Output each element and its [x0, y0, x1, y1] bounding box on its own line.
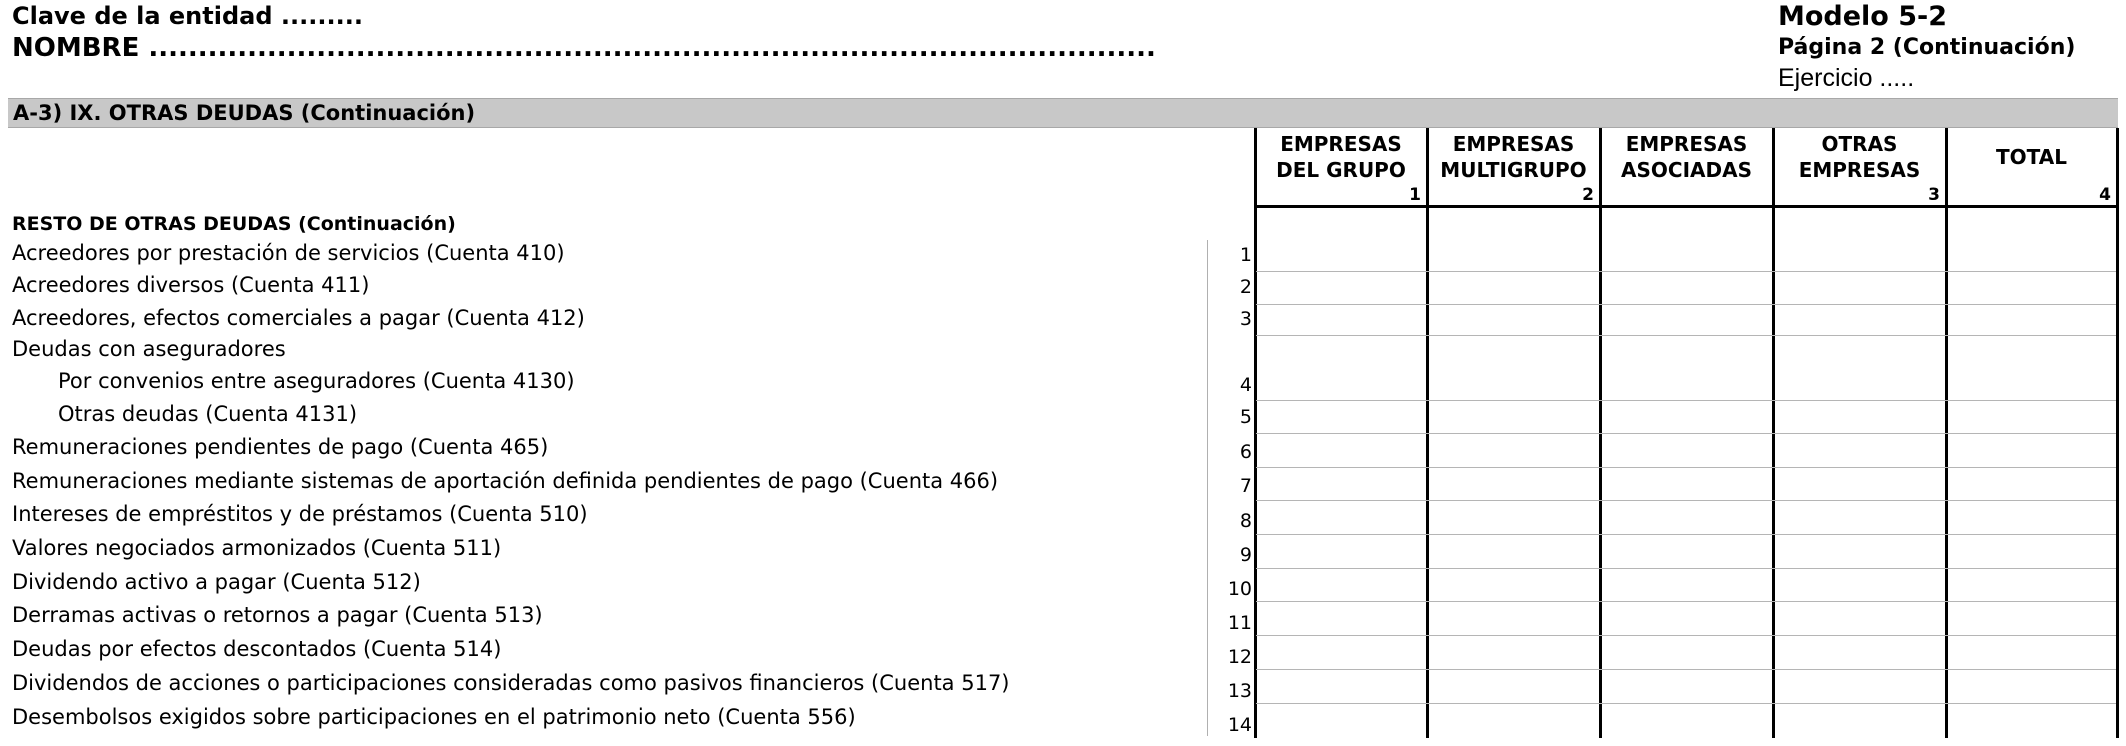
row-gridline — [1256, 271, 2116, 272]
row-number: 2 — [1239, 276, 1252, 298]
amount-cell[interactable] — [1429, 469, 1599, 499]
column-header-line2: ASOCIADAS — [1621, 158, 1752, 182]
amount-cell[interactable] — [1948, 536, 2116, 567]
amount-cell[interactable] — [1775, 369, 1945, 399]
row-gridline — [1256, 467, 2116, 468]
row-number: 5 — [1239, 406, 1252, 428]
row-gridline — [1256, 335, 2116, 336]
amount-cell[interactable] — [1429, 603, 1599, 634]
row-gridline — [1256, 500, 2116, 501]
amount-cell[interactable] — [1948, 570, 2116, 600]
column-header-line2: MULTIGRUPO — [1440, 158, 1587, 182]
amount-cell[interactable] — [1775, 435, 1945, 466]
row-label: Remuneraciones mediante sistemas de aportación definida pendientes de pago (Cuenta 466) — [12, 469, 999, 493]
page-label: Página 2 (Continuación) — [1778, 35, 2076, 60]
row-label: Acreedores, efectos comerciales a pagar (Cuenta 412) — [12, 306, 585, 330]
amount-cell[interactable] — [1257, 435, 1426, 466]
entity-name-label: NOMBRE ...................................................................................................... — [12, 33, 1156, 63]
amount-cell[interactable] — [1602, 435, 1772, 466]
column-header-underline — [1255, 205, 2117, 208]
amount-cell[interactable] — [1429, 273, 1599, 303]
row-gridline — [1256, 669, 2116, 670]
amount-cell[interactable] — [1602, 671, 1772, 702]
row-label: Dividendos de acciones o participaciones consideradas como pasivos financieros (Cuenta 517) — [12, 671, 1010, 695]
amount-cell[interactable] — [1429, 705, 1599, 737]
row-gridline — [1256, 635, 2116, 636]
amount-cell[interactable] — [1429, 570, 1599, 600]
row-label: Remuneraciones pendientes de pago (Cuenta 465) — [12, 435, 549, 459]
row-label: Valores negociados armonizados (Cuenta 511) — [12, 536, 502, 560]
amount-cell[interactable] — [1602, 306, 1772, 334]
amount-cell[interactable] — [1775, 570, 1945, 600]
amount-cell[interactable] — [1948, 241, 2116, 270]
amount-cell[interactable] — [1602, 502, 1772, 533]
row-gridline — [1256, 304, 2116, 305]
row-number: 13 — [1227, 680, 1252, 702]
column-border — [2116, 128, 2119, 738]
amount-cell[interactable] — [1429, 402, 1599, 432]
row-number: 8 — [1239, 510, 1252, 532]
amount-cell[interactable] — [1429, 241, 1599, 270]
column-header-line1: OTRAS — [1821, 132, 1898, 156]
amount-cell[interactable] — [1948, 273, 2116, 303]
row-gridline — [1256, 568, 2116, 569]
column-number: 1 — [1409, 185, 1421, 205]
section-title: A-3) IX. OTRAS DEUDAS (Continuación) — [13, 101, 476, 125]
column-header — [1600, 131, 1773, 205]
row-label: Deudas por efectos descontados (Cuenta 514) — [12, 637, 502, 661]
amount-cell[interactable] — [1775, 402, 1945, 432]
row-number: 12 — [1227, 646, 1252, 668]
column-header-line1: EMPRESAS — [1452, 132, 1575, 156]
fiscal-year-label: Ejercicio ..... — [1778, 64, 1915, 92]
column-header-line1: EMPRESAS — [1625, 132, 1748, 156]
amount-cell[interactable] — [1948, 502, 2116, 533]
row-gridline — [1256, 433, 2116, 434]
column-header-line2: EMPRESAS — [1798, 158, 1921, 182]
column-header-line1: TOTAL — [1996, 145, 2067, 169]
amount-cell[interactable] — [1775, 603, 1945, 634]
row-number: 11 — [1227, 612, 1252, 634]
row-label: Intereses de empréstitos y de préstamos (Cuenta 510) — [12, 502, 588, 526]
row-number: 14 — [1227, 714, 1252, 736]
amount-cell[interactable] — [1429, 637, 1599, 668]
row-number: 9 — [1239, 544, 1252, 566]
amount-cell[interactable] — [1257, 502, 1426, 533]
amount-cell[interactable] — [1257, 705, 1426, 737]
amount-cell[interactable] — [1429, 369, 1599, 399]
amount-cell[interactable] — [1948, 306, 2116, 334]
row-number: 3 — [1239, 308, 1252, 330]
amount-cell[interactable] — [1602, 570, 1772, 600]
amount-cell[interactable] — [1775, 637, 1945, 668]
column-header-line2: DEL GRUPO — [1276, 158, 1406, 182]
amount-cell[interactable] — [1775, 705, 1945, 737]
row-label: Acreedores por prestación de servicios (Cuenta 410) — [12, 241, 565, 265]
row-gridline — [1256, 400, 2116, 401]
amount-cell[interactable] — [1602, 603, 1772, 634]
amount-cell[interactable] — [1429, 536, 1599, 567]
row-number: 4 — [1239, 374, 1252, 396]
amount-cell[interactable] — [1775, 241, 1945, 270]
row-number: 1 — [1239, 244, 1252, 266]
row-label: Otras deudas (Cuenta 4131) — [58, 402, 358, 426]
amount-cell[interactable] — [1257, 603, 1426, 634]
amount-cell[interactable] — [1257, 637, 1426, 668]
column-number: 4 — [2099, 185, 2111, 205]
amount-cell[interactable] — [1775, 469, 1945, 499]
row-number: 6 — [1239, 441, 1252, 463]
row-label: Acreedores diversos (Cuenta 411) — [12, 273, 370, 297]
row-label: Por convenios entre aseguradores (Cuenta 4130) — [58, 369, 575, 393]
amount-cell[interactable] — [1602, 369, 1772, 399]
amount-cell[interactable] — [1257, 369, 1426, 399]
amount-cell[interactable] — [1602, 469, 1772, 499]
amount-cell[interactable] — [1257, 671, 1426, 702]
amount-cell[interactable] — [1257, 536, 1426, 567]
amount-cell[interactable] — [1775, 306, 1945, 334]
amount-cell[interactable] — [1948, 671, 2116, 702]
column-number: 3 — [1928, 185, 1940, 205]
table-subtitle: RESTO DE OTRAS DEUDAS (Continuación) — [12, 213, 456, 235]
amount-cell[interactable] — [1257, 570, 1426, 600]
amount-cell[interactable] — [1257, 402, 1426, 432]
row-label: Dividendo activo a pagar (Cuenta 512) — [12, 570, 421, 594]
amount-cell[interactable] — [1257, 273, 1426, 303]
amount-cell[interactable] — [1257, 469, 1426, 499]
amount-cell[interactable] — [1948, 369, 2116, 399]
column-header-line1: EMPRESAS — [1280, 132, 1402, 156]
amount-cell[interactable] — [1429, 671, 1599, 702]
amount-cell[interactable] — [1602, 705, 1772, 737]
amount-cell[interactable] — [1948, 469, 2116, 499]
amount-cell[interactable] — [1429, 435, 1599, 466]
amount-cell[interactable] — [1602, 402, 1772, 432]
amount-cell[interactable] — [1429, 502, 1599, 533]
label-column-separator — [1207, 240, 1208, 736]
row-number: 10 — [1227, 578, 1252, 600]
amount-cell[interactable] — [1257, 306, 1426, 334]
model-label: Modelo 5-2 — [1778, 1, 1948, 32]
row-gridline — [1256, 601, 2116, 602]
row-label: Deudas con aseguradores — [12, 337, 286, 361]
amount-cell[interactable] — [1602, 241, 1772, 270]
amount-cell[interactable] — [1602, 536, 1772, 567]
amount-cell[interactable] — [1602, 637, 1772, 668]
row-label: Desembolsos exigidos sobre participaciones en el patrimonio neto (Cuenta 556) — [12, 705, 856, 729]
amount-cell[interactable] — [1948, 705, 2116, 737]
row-label: Derramas activas o retornos a pagar (Cuenta 513) — [12, 603, 543, 627]
entity-code-label: Clave de la entidad ......... — [12, 2, 363, 30]
amount-cell[interactable] — [1775, 671, 1945, 702]
amount-cell[interactable] — [1775, 273, 1945, 303]
column-number: 2 — [1582, 185, 1594, 205]
amount-cell[interactable] — [1602, 273, 1772, 303]
amount-cell[interactable] — [1775, 536, 1945, 567]
row-gridline — [1256, 534, 2116, 535]
amount-cell[interactable] — [1948, 637, 2116, 668]
row-gridline — [1256, 703, 2116, 704]
amount-cell[interactable] — [1775, 502, 1945, 533]
amount-cell[interactable] — [1948, 435, 2116, 466]
amount-cell[interactable] — [1948, 603, 2116, 634]
amount-cell[interactable] — [1429, 306, 1599, 334]
row-number: 7 — [1239, 475, 1252, 497]
amount-cell[interactable] — [1257, 241, 1426, 270]
amount-cell[interactable] — [1948, 402, 2116, 432]
